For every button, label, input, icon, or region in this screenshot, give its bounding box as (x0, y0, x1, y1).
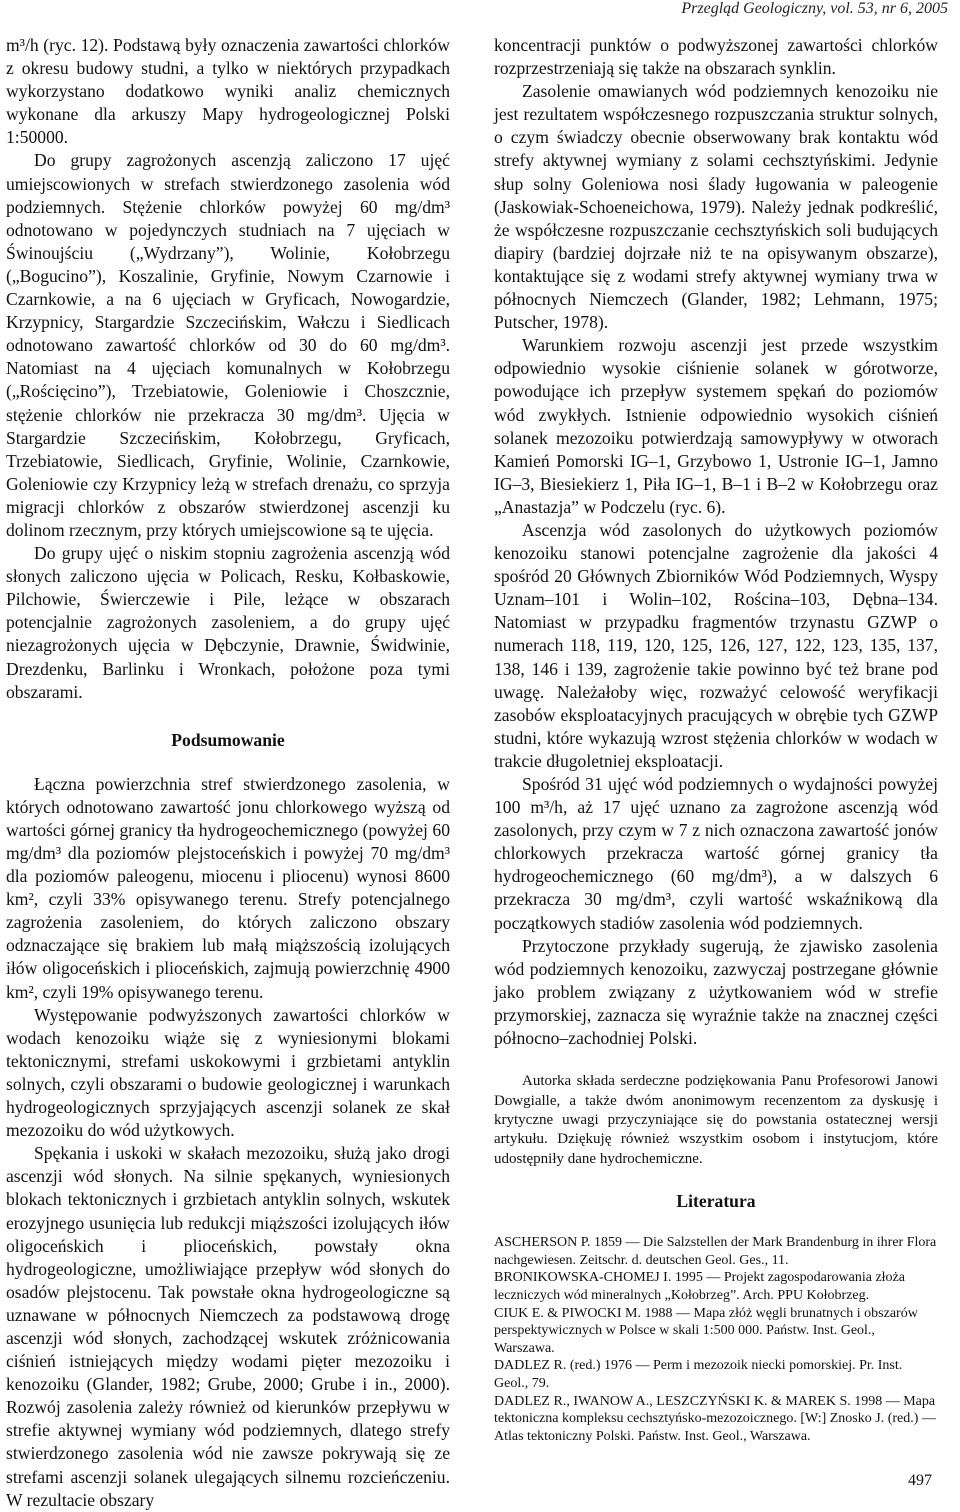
paragraph: Występowanie podwyższonych zawartości chlorków w wodach kenozoiku wiąże się z wyniesionymi blokami tektonicznymi, strefami uskokowymi i grzbietami antyklin solnych, czyli obszarami o budowie geologicznej i warunkach hydrogeologicznych sprzyjających ascenzji solanek ze skał mezozoiku do wód użytkowych. (6, 1004, 450, 1141)
reference-item: DADLEZ R. (red.) 1976 — Perm i mezozoik niecki pomorskiej. Pr. Inst. Geol., 79. (494, 1358, 903, 1391)
reference-item: DADLEZ R., IWANOW A., LESZCZYŃSKI K. & MAREK S. 1998 — Mapa tektoniczna kompleksu cechsztyńsko-mezozoicznego. [W:] Znosko J. (red.) — Atlas tektoniczny Polski. Państw. Inst. Geol., Warszawa. (494, 1393, 936, 1444)
right-column (494, 34, 938, 1445)
reference-item: ASCHERSON P. 1859 — Die Salzstellen der Mark Brandenburg in ihrer Flora nachgewiesen. Zeitschr. d. deutschen Geol. Ges., 11. (494, 1235, 937, 1268)
paragraph: Spośród 31 ujęć wód podziemnych o wydajności powyżej 100 m³/h, aż 17 ujęć uznano za zagrożone ascenzją wód zasolonych, przy czym w 7 z nich oznaczona zawartość jonów chlorkowych przekracza wartość górnej granicy tła hydrogeochemicznego (60 mg/dm³), a w dalszych 6 przekracza 30 mg/dm³, czyli wartość wskaźnikową dla początkowych stadiów zasolenia wód podziemnych. (494, 774, 938, 933)
left-column (6, 34, 450, 1512)
reference-item: BRONIKOWSKA-CHOMEJ I. 1995 — Projekt zagospodarowania złoża leczniczych wód mineralnych „Kołobrzeg”. Arch. PPU Kołobrzeg. (494, 1270, 905, 1303)
acknowledgements: Autorka składa serdeczne podziękowania Panu Profesorowi Janowi Dowgialle, a także dwóm anonimowym recenzentom za dyskusję i krytyczne uwagi przyczyniające się do powstania ostatecznej wersji artykułu. Dziękuję również wszystkim osobom i instytucjom, które udostępniły dane hydrochemiczne. (494, 1073, 938, 1167)
references-list (494, 1234, 938, 1445)
paragraph: m³/h (ryc. 12). Podstawą były oznaczenia zawartości chlorków z okresu budowy studni, a tylko w niektórych przypadkach wykorzystano dodatkowo wyniki analiz chemicznych wykonane dla arkuszy Mapy hydrogeologicznej Polski 1:50000. (6, 35, 450, 148)
paragraph: Spękania i uskoki w skałach mezozoiku, służą jako drogi ascenzji wód słonych. Na silnie spękanych, wyniesionych blokach tektonicznych i grzbietach antyklin solnych, wskutek erozyjnego usunięcia lub redukcji miąższości izolujących iłów oligoceńskich i plioceńskich, powstały okna hydrogeologiczne, umożliwiające przepływ wód słonych do osadów plejstocenu. Tak powstałe okna hydrogeologiczne są uznawane w północnych Niemczech za podstawową drogę ascenzji wód słonych, zachodzącej wskutek zróżnicowania ciśnień istniejących między wodami pięter mezozoiku i kenozoiku (Glander, 1982; Grube, 2000; Grube i in., 2000). Rozwój zasolenia zależy również od kierunków przepływu w strefie aktywnej wymiany wód podziemnych, dlatego strefy stwierdzonego zasolenia wód nie zawsze pokrywają się ze strefami ascenzji solanek ulegających silnemu rozcieńczeniu. W rezultacie obszary (6, 1143, 450, 1510)
paragraph: Do grupy zagrożonych ascenzją zaliczono 17 ujęć umiejscowionych w strefach stwierdzonego zasolenia wód podziemnych. Stężenie chlorków powyżej 60 mg/dm³ odnotowano w pojedynczych studniach na 7 ujęciach w Świnoujściu („Wydrzany”), Wolinie, Kołobrzegu („Bogucino”), Koszalinie, Gryfinie, Nowym Czarnowie i Czarnkowie, a na 6 ujęciach w Gryficach, Nowogardzie, Krzypnicy, Stargardzie Szczecińskim, Wałczu i Siedlicach odnotowano zawartość chlorków od 30 do 60 mg/dm³. Natomiast na 4 ujęciach komunalnych w Kołobrzegu („Rościęcino”), Trzebiatowie, Goleniowie i Choszcznie, stężenie chlorków nie przekracza 30 mg/dm³. Ujęcia w Stargardzie Szczecińskim, Kołobrzegu, Gryficach, Trzebiatowie, Siedlicach, Gryfinie, Wolinie, Czarnkowie, Goleniowie czy Krzypnicy leżą w strefach drenażu, co sprzyja migracji chlorków z obszarów stwierdzonej ascenzji ku dolinom rzecznym, przy których umiejscowione są te ujęcia. (6, 150, 450, 540)
page-number: 497 (908, 1472, 932, 1489)
paragraph: koncentracji punktów o podwyższonej zawartości chlorków rozprzestrzeniają się także na obszarach synklin. (494, 35, 938, 79)
paragraph: Przytoczone przykłady sugerują, że zjawisko zasolenia wód podziemnych kenozoiku, zazwyczaj postrzegane głównie jako problem związany z użytkowaniem wód w strefie przymorskiej, zaznacza się wyraźnie także na znacznej części północno–zachodniej Polski. (494, 935, 938, 1049)
paragraph: Do grupy ujęć o niskim stopniu zagrożenia ascenzją wód słonych zaliczono ujęcia w Policach, Resku, Kołbaskowie, Pilchowie, Świerczewie i Pile, leżące w obszarach potencjalnie zagrożonych zasoleniem, a do grupy ujęć niezagrożonych ujęcia w Dębczynie, Drawnie, Świdwinie, Drezdenku, Barlinku i Wronkach, położone poza tymi obszarami. (6, 543, 450, 702)
reference-item: CIUK E. & PIWOCKI M. 1988 — Mapa złóż węgli brunatnych i obszarów perspektywicznych w Polsce w skali 1:500 000. Państw. Inst. Geol., Warszawa. (494, 1305, 918, 1356)
journal-header: Przegląd Geologiczny, vol. 53, nr 6, 2005 (681, 0, 948, 17)
section-heading: Podsumowanie (171, 729, 285, 750)
paragraph: Łączna powierzchnia stref stwierdzonego zasolenia, w których odnotowano zawartość jonu chlorkowego wyższą od wartości górnej granicy tła hydrogeochemicznego (powyżej 60 mg/dm³ dla poziomów plejstoceńskich i powyżej 70 mg/dm³ dla poziomów paleogenu, miocenu i pliocenu) wynosi 8600 km², czyli 33% opisywanego terenu. Strefy potencjalnego zagrożenia zasoleniem, do których zaliczono obszary odznaczające się brakiem lub małą miąższością izolujących iłów oligoceńskich i plioceńskich, zajmują powierzchnię 4900 km², czyli 19% opisywanego terenu. (6, 773, 450, 1002)
paragraph: Ascenzja wód zasolonych do użytkowych poziomów kenozoiku stanowi potencjalne zagrożenie dla jakości 4 spośród 20 Głównych Zbiorników Wód Podziemnych, Wyspy Uznam–101 i Wolin–102, Rościna–103, Dębna–134. Natomiast w przypadku fragmentów trzynastu GZWP o numerach 118, 119, 120, 125, 126, 127, 122, 123, 135, 137, 138, 146 i 139, zagrożenie takie powinno być też brane pod uwagę. Należałoby więc, rozważyć celowość weryfikacji zasobów eksploatacyjnych pracujących w obrębie tych GZWP studni, które wykazują wzrost stężenia chlorków w wodach w trakcie długoletniej eksploatacji. (494, 519, 938, 771)
paragraph: Warunkiem rozwoju ascenzji jest przede wszystkim odpowiednio wysokie ciśnienie solanek w górotworze, powodujące ich przepływ systemem spękań do poziomów wód zwykłych. Istnienie odpowiednio wysokich ciśnień solanek mezozoiku potwierdzają samowypływy w otworach Kamień Pomorski IG–1, Grzybowo 1, Ustronie IG–1, Jamno IG–3, Biesiekierz 1, Piła IG–1, B–1 i B–2 w Kołobrzegu oraz „Anastazja” w Podczelu (ryc. 6). (494, 335, 938, 517)
paragraph: Zasolenie omawianych wód podziemnych kenozoiku nie jest rezultatem współczesnego rozpuszczania struktur solnych, o czym świadczy obecnie obserwowany brak kontaktu wód strefy aktywnej wymiany z solami cechsztyńskimi. Jedynie słup solny Goleniowa nosi ślady ługowania w paleogenie (Jaskowiak-Schoeneichowa, 1979). Należy jednak podkreślić, że współczesne rozpuszczanie cechsztyńskich soli budujących diapiry (bardziej dojrzałe niż te na opisywanym obszarze), kontaktujące się z wodami strefy aktywnej wymiany trwa w północnych Niemczech (Glander, 1982; Lehmann, 1975; Putscher, 1978). (494, 81, 938, 333)
references-heading: Literatura (676, 1191, 756, 1212)
